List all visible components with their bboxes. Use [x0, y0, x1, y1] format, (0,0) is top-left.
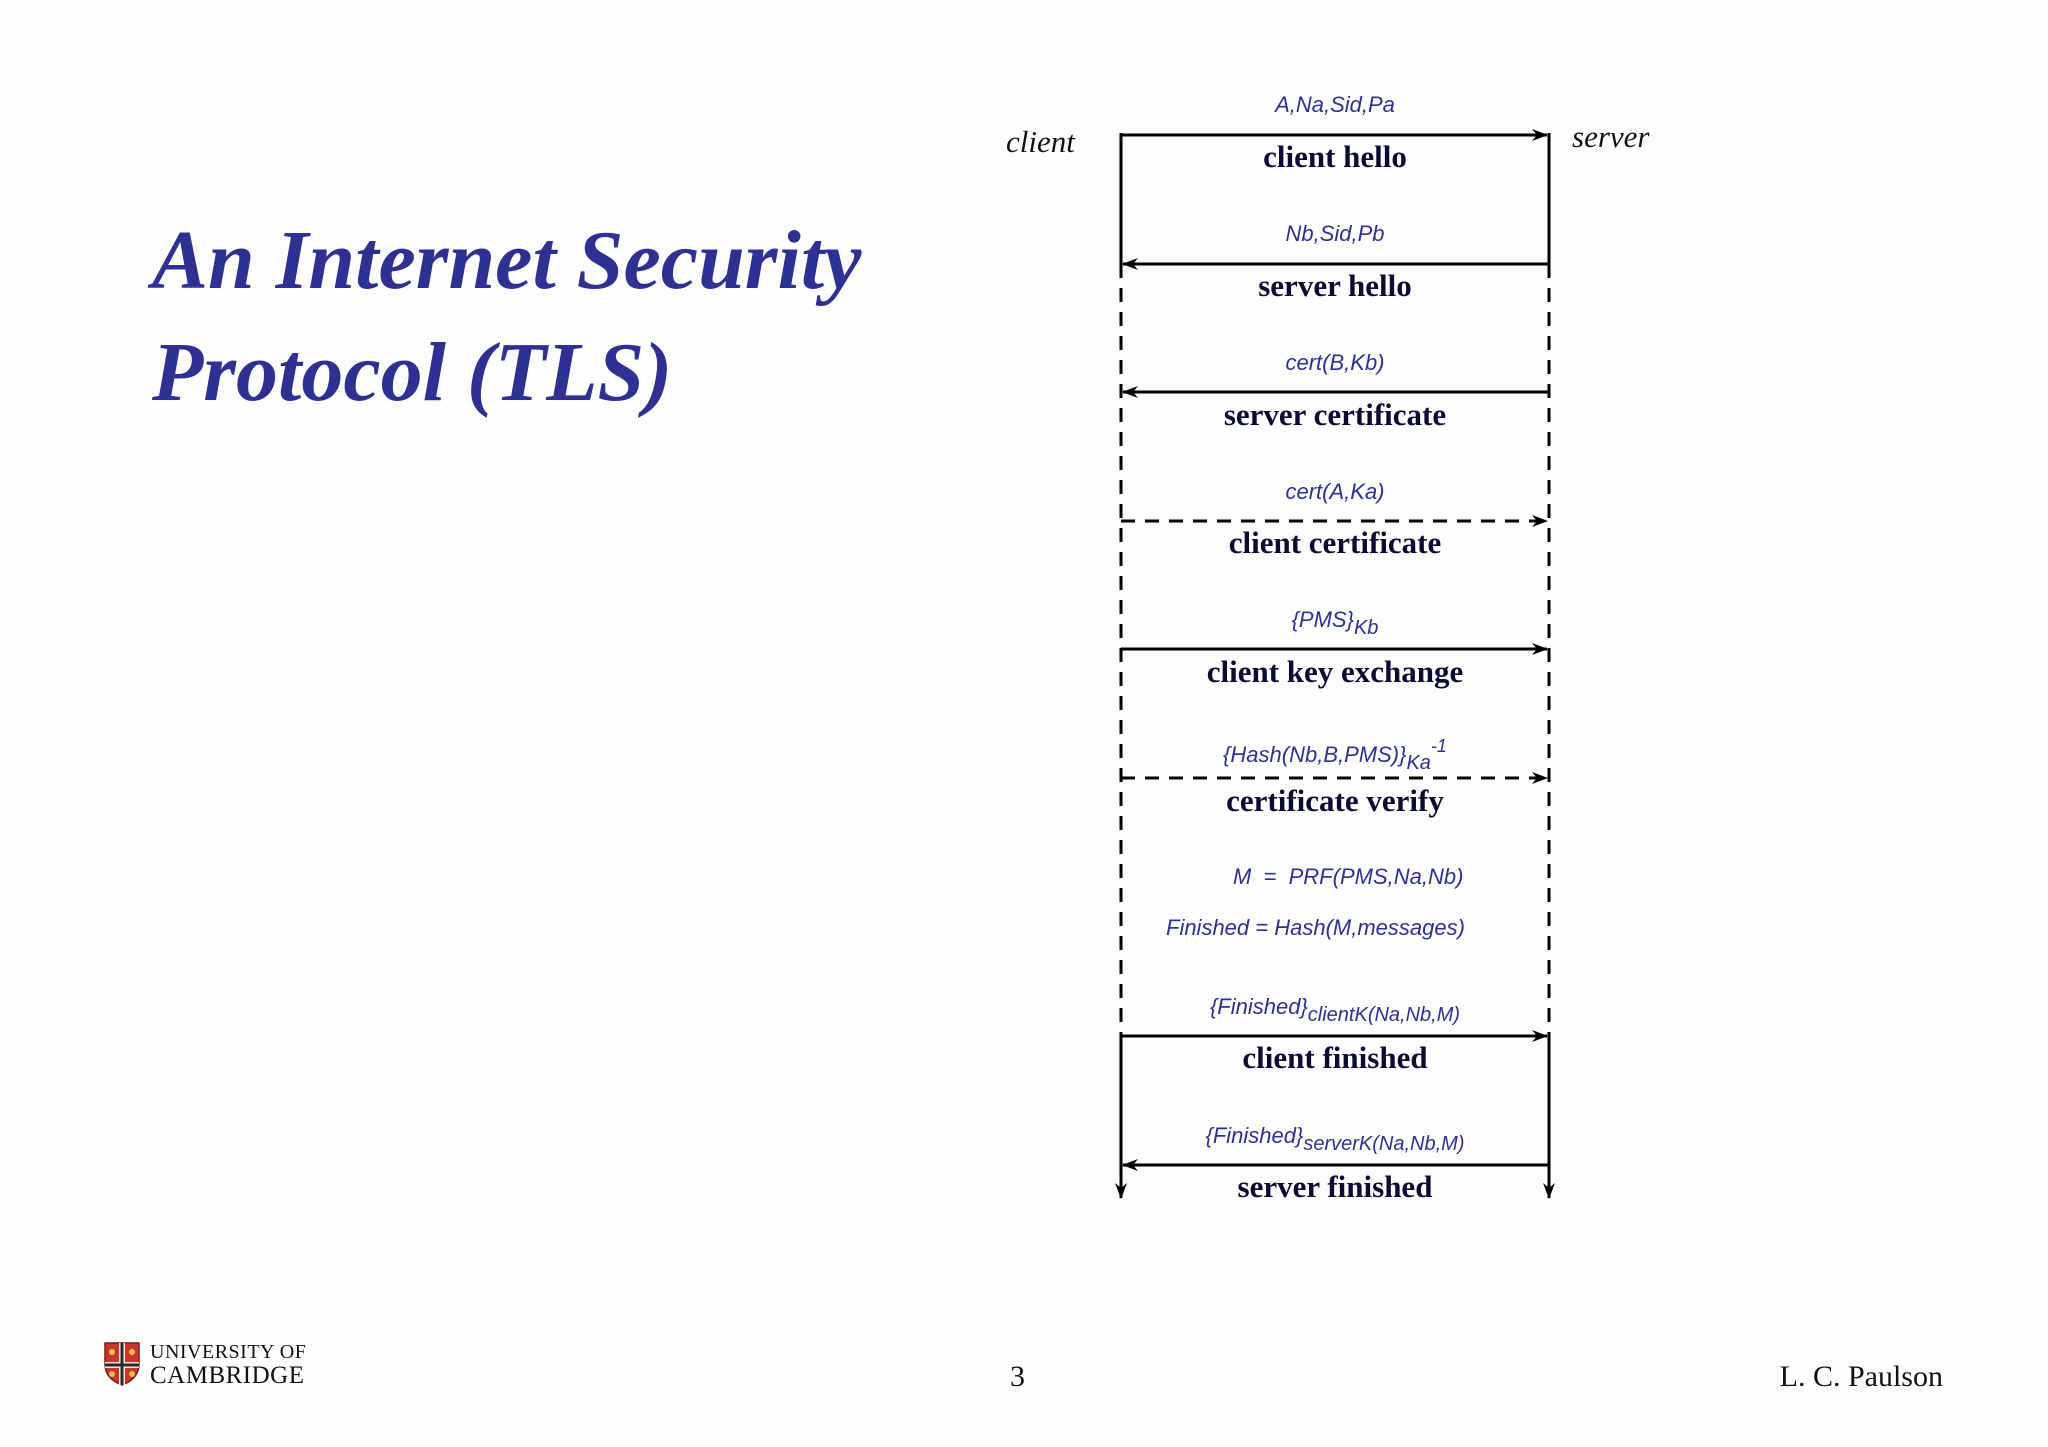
title-line-2: Protocol (TLS) — [152, 326, 673, 419]
msg-certificate-verify: $\{Hash(Nb,B,PMS)\}Ka^{-1}$ — [1223, 736, 1447, 774]
label-client-key-exchange: client key exchange — [1206, 654, 1464, 689]
university-logo — [104, 1340, 306, 1388]
msg-server-hello: Nb,Sid,Pb — [1285, 221, 1385, 246]
page-number: 3 — [1010, 1360, 1025, 1393]
msg-server-finished: {Finished}serverK(Na,Nb,M) — [1205, 1123, 1465, 1155]
msg-server-certificate: cert(B,Kb) — [1285, 350, 1385, 375]
note-finished-hash: Finished = Hash(M,messages) — [1166, 915, 1465, 940]
label-certificate-verify: certificate verify — [1226, 783, 1444, 818]
author: L. C. Paulson — [1779, 1360, 1943, 1393]
label-client-finished: client finished — [1242, 1040, 1428, 1075]
label-server-finished: server finished — [1237, 1169, 1433, 1204]
label-client-hello: client hello — [1263, 139, 1407, 174]
crest-icon — [104, 1342, 140, 1386]
client-label: client — [1006, 124, 1075, 159]
note-m-prf: M = PRF(PMS,Na,Nb) — [1233, 864, 1464, 889]
label-server-certificate: server certificate — [1223, 397, 1447, 432]
msg-client-hello: A,Na,Sid,Pa — [1275, 92, 1395, 117]
title-line-1: An Internet Security — [152, 214, 862, 307]
label-client-certificate: client certificate — [1228, 525, 1442, 560]
logo-line-2: CAMBRIDGE — [150, 1362, 305, 1389]
logo-line-1: UNIVERSITY OF — [150, 1341, 307, 1363]
msg-client-key-exchange: {PMS}Kb — [1291, 607, 1379, 639]
label-server-hello: server hello — [1258, 268, 1412, 303]
msg-client-certificate: cert(A,Ka) — [1285, 479, 1385, 504]
server-label: server — [1572, 119, 1650, 154]
msg-client-finished: {Finished}clientK(Na,Nb,M) — [1209, 994, 1461, 1026]
